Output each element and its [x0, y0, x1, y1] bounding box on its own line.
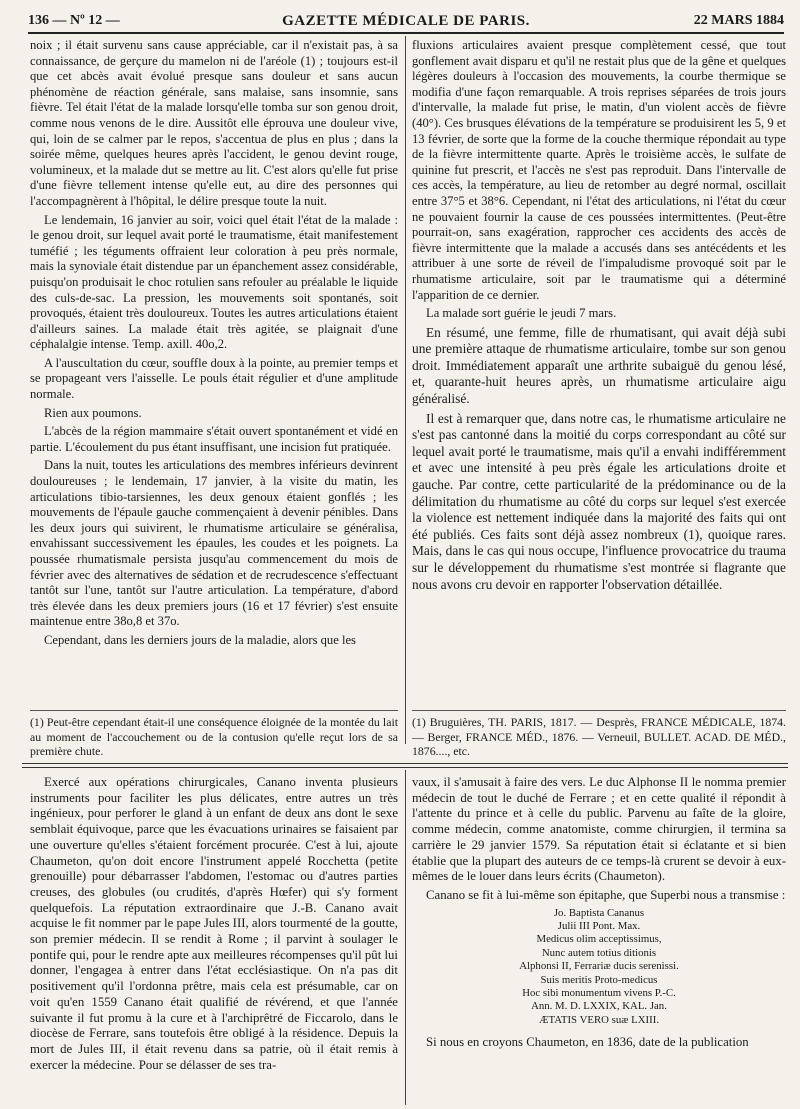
epitaph-line: Ann. M. D. LXXIX, KAL. Jan. — [531, 1000, 667, 1013]
summary-paragraph: En résumé, une femme, fille de rhumatisant, qui avait déjà subi une première attaque de rhumatisme articulaire, tombe sur son genou droit. Immédiatement apparaît une arthrite subaiguë du genou lésé, et, quarante-huit heures après, un rhumatisme articulaire aigu généralisé. — [412, 324, 786, 407]
epitaph-line: ÆTATIS VERO suæ LXIII. — [538, 1013, 660, 1026]
paragraph: Canano se fit à lui-même son épitaphe, que Superbi nous a transmise : — [426, 887, 786, 902]
summary-paragraph: Il est à remarquer que, dans notre cas, le rhumatisme articulaire ne s'est pas cantonné dans la moitié du corps correspondant au côté sur lequel avait porté le traumatisme, mais qu'il a envahi indifféremment et avec une intensité à peu près égale les articulations droite et gauche. Par contre, cette particularité de la prédominance ou de la délimitation du rhumatisme au côté du corps sur lequel s'est exercée la violence est nettement indiquée dans la majorité des faits qui ont été publiés. Ces faits sont déjà assez nombreux (1), quoique rares. Mais, dans le cas qui nous occupe, l'influence provocatrice du trauma sur le développement du rhumatisme s'est montrée si flagrante que nous avons cru devoir en rapporter l'observation détaillée. — [412, 410, 786, 592]
page-header — [28, 10, 784, 34]
paragraph: Si nous en croyons Chaumeton, en 1836, date de la publication — [426, 1035, 749, 1050]
paragraph: Rien aux poumons. — [44, 405, 142, 420]
footnote-rule-left — [30, 710, 398, 711]
epitaph-line: Medicus olim acceptissimus, — [536, 933, 662, 946]
paragraph: A l'auscultation du cœur, souffle doux à la pointe, au premier temps et se propageant vers l'aisselle. Le pouls était régulier et d'une amplitude normale. — [30, 355, 398, 402]
journal-title: GAZETTE MÉDICALE DE PARIS. — [282, 13, 530, 29]
bottom-left-column — [30, 775, 398, 1076]
section-separator — [22, 763, 788, 768]
footnote-right: (1) Bruguières, TH. PARIS, 1817. — Desprès, FRANCE MÉDICALE, 1874. — Berger, FRANCE MÉD., 1876. — Verneuil, BULLET. ACAD. DE MÉD., 1876...., etc. — [412, 715, 786, 759]
paragraph: Dans la nuit, toutes les articulations des membres inférieurs devinrent douloureuses ; le lendemain, 17 janvier, à la visite du matin, les articulations tibio-tarsiennes, les deux genoux étaient gonflés ; les mouvements de l'épaule gauche commençaient à devenir pénibles. Dans les deux jours qui suivirent, le rhumatisme articulaire se généralisa, envahissant successivement les épaules, les coudes et les poignets. La poussée rhumatismale persista jusqu'au commencement du mois de février avec des alternatives de sédation et de recrudescence s'effectuant tantôt sur l'une, tantôt sur l'autre articulation. La température, d'abord très élevée dans les deux premiers jours (16 et 17 février) s'est ensuite maintenue entre 38o,8 et 37o. — [30, 458, 398, 629]
page-number: 136 — Nº 12 — — [28, 13, 120, 28]
column-divider-bottom — [405, 770, 406, 1105]
bottom-right-column — [412, 775, 786, 1054]
epitaph-line: Nunc autem totius ditionis — [541, 946, 657, 959]
paragraph: fluxions articulaires avaient presque complètement cessé, que tout gonflement avait disparu et qu'il ne restait plus que de la gêne et quelques légères douleurs à l'occasion des mouvements, la courbe thermique se modifia d'une façon remarquable. A trois reprises séparées de trois jours d'intervalle, la malade fut prise, le matin, d'un violent accès de fièvre (40°). Ces brusques élévations de la température se produisirent les 5, 9 et 13 février, de sorte que la forme de la couche thermique répondait au type de la fièvre intermittente quarte. Après le troisième accès, le sulfate de quinine fut prescrit, et l'accès ne s'est pas reproduit. Dans l'intervalle de ces accès, la température, au lieu de retomber au degré normal, oscillait entre 37°5 et 38°6. Cependant, ni l'état des articulations, ni l'état du cœur ne pouvaient fournir la cause de ces poussées intermittentes. (Peut-être pourrait-on, sans exagération, rapprocher ces accidents des accès de fièvre intermittente que la malade a accusés dans ses antécédents et les attribuer à une sorte de réveil de l'impaludisme provoqué soit par le rhumatisme articulaire, soit par le traumatisme qui a déterminé l'apparition de ce dernier. — [412, 38, 786, 302]
paragraph: vaux, il s'amusait à faire des vers. Le duc Alphonse II le nomma premier médecin de tout le duché de Ferrare ; et en cette qualité il répondit à l'attente du prince et à celle du public. Parvenu au faîte de la gloire, comme médecin, comme anatomiste, comme chirurgien, il termina sa carrière le 29 janvier 1579. Sa réputation était si éclatante et si bien établie que la plupart des auteurs de ce temps-là crurent se devoir à eux-mêmes de le louer dans leurs écrits (Chaumeton). — [412, 775, 786, 884]
paragraph: Le lendemain, 16 janvier au soir, voici quel était l'état de la malade : le genou droit, sur lequel avait porté le traumatisme, était manifestement tuméfié ; les téguments offraient leur coloration à peu près normale, mais la synoviale était distendue par un épanchement assez considérable, puisqu'on produisait le choc rotulien sans refouler au préalable le liquide des culs-de-sac. La pression, les mouvements soit spontanés, soit provoqués, étaient très douloureux. Toutes les autres articulations étaient d'ailleurs saines. La malade était très agitée, se plaignait d'une céphalalgie intense. Temp. axill. 40o,2. — [30, 212, 398, 352]
top-left-column — [30, 38, 398, 652]
footnote-rule-right — [412, 710, 786, 711]
epitaph-line: Jo. Baptista Cananus — [553, 906, 645, 919]
footnote-left: (1) Peut-être cependant était-il une conséquence éloignée de la montée du lait au moment de l'accouchement ou de la contusion qu'elle reçut lors de sa première chute. — [30, 715, 398, 759]
paragraph: noix ; il était survenu sans cause appréciable, car il n'existait pas, à sa connaissance, de gerçure du mamelon ni de l'aréole (1) ; toujours est-il que cet abcès avait évolué presque sans douleur et sans aucun phénomène de réaction générale, sans malaise, sans insomnie, sans fièvre. Tel était l'état de la malade lorsqu'elle tomba sur son genou droit, comme nous venons de le dire. Aussitôt elle éprouva une douleur vive, qui, loin de se calmer par le repos, s'accentua de plus en plus ; dans la soirée même, quelques heures après l'accident, le genou devint rouge, volumineux, et la malade dut se mettre au lit. C'est alors qu'elle fut prise d'une fièvre tellement intense qu'elle eut, au dire des personnes qui l'accompagnèrent à l'hôpital, le délire presque toute la nuit. — [30, 38, 398, 208]
paragraph: La malade sort guérie le jeudi 7 mars. — [426, 306, 617, 321]
paragraph: Cependant, dans les derniers jours de la maladie, alors que les — [44, 632, 356, 647]
epitaph — [412, 907, 786, 1028]
paragraph: L'abcès de la région mammaire s'était ouvert spontanément et vidé en partie. L'écoulement du pus étant insuffisant, une incision fut pratiquée. — [30, 424, 398, 454]
paragraph: Exercé aux opérations chirurgicales, Canano inventa plusieurs instruments pour faciliter les plus délicates, entre autres un très ingénieux, pour perforer le gland à un enfant de deux ans dont le sexe semblait équivoque, parce que les évacuations urinaires se faisaient par une ouverture qu'elles s'étaient forcément procurée. C'est à lui, ajoute Chaumeton, qu'on doit encore l'instrument appelé Rocchetta (petite grenouille) pour débarrasser l'abdomen, l'estomac ou d'autres parties creuses, des globules (ou crudités, d'après Hœfer) qui s'y forment quelquefois. La réputation extraordinaire que J.-B. Canano avait acquise le fit nommer par le pape Jules III, alors tourmenté de la goutte, son premier médecin. Il se rendit à Rome ; il parvint à soulager le pontife qui, pour le rendre apte aux meilleures récompenses qu'il pût lui donner, l'engagea à entrer dans l'état ecclésiastique. On n'a pas dit positivement qu'il l'ordonna prêtre, mais cela est présumable, car on voit qu'en 1559 Canano était qualifié de révérend, et que l'année suivante il fut promu à la cure et à l'archiprêtré de Ficcarolo, dans le diocèse de Ferrare, sans toutefois être obligé à la résidence. Depuis la mort de Jules III, il était revenu dans sa patrie, où il était remis à exercer la médecine. Pour se délasser de ses tra- — [30, 775, 398, 1072]
top-right-column — [412, 38, 786, 596]
issue-date: 22 MARS 1884 — [693, 13, 784, 28]
epitaph-line: Hoc sibi monumentum vivens P.-C. — [522, 987, 676, 1000]
column-divider-top — [405, 36, 406, 744]
epitaph-line: Julii III Pont. Max. — [557, 920, 641, 933]
epitaph-line: Suis meritis Proto-medicus — [540, 973, 658, 986]
epitaph-line: Alphonsi II, Ferrariæ ducis serenissi. — [519, 960, 679, 973]
